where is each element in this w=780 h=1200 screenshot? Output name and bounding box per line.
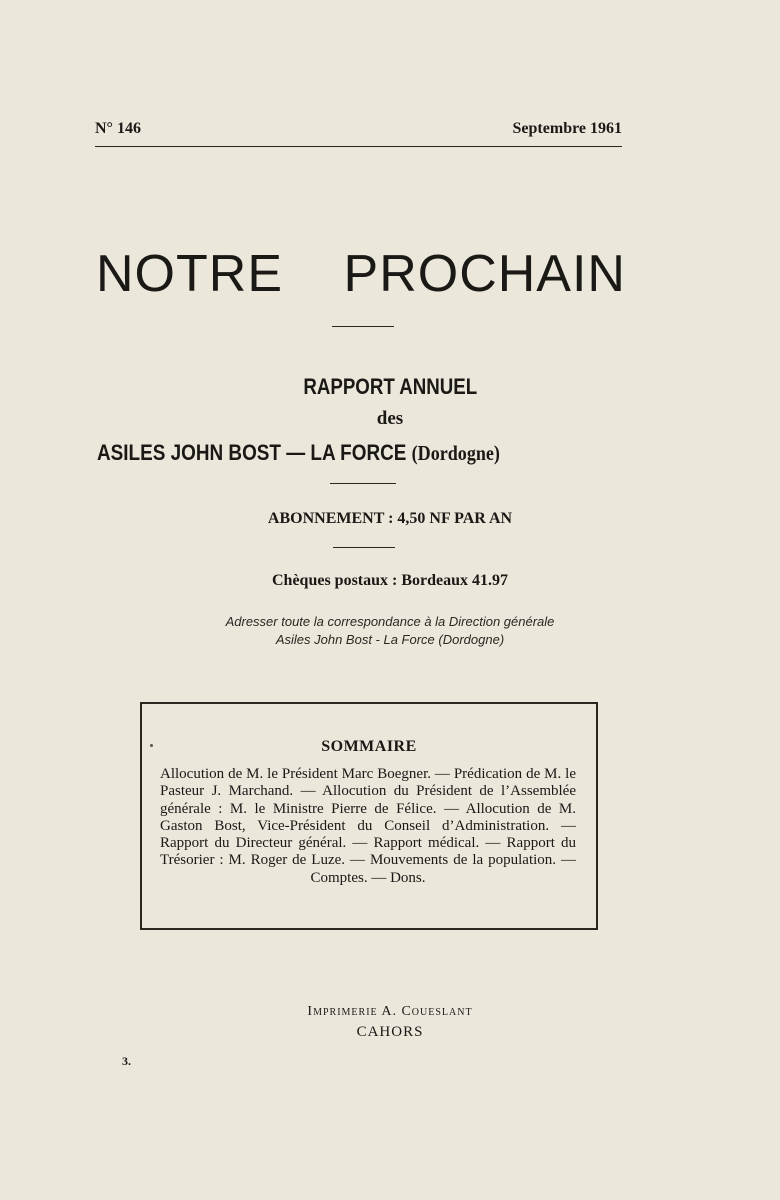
page-number: 3. — [122, 1054, 131, 1068]
summary-text: Allocution de M. le Président Marc Boegner. — Prédication de M. le Pasteur J. Marchand. — Allocution du Président de l’Assemblée générale : M. le Ministre Pierre de Félice. — Allocution de M. Gaston Bost, Vice-Président du Conseil d’Administration. — Rapport du Directeur général. — Rapport médical. — Rapport du Trésorier : M. Roger de Luze. — Mouvements de la population. — Comptes. — Dons. — [160, 766, 576, 886]
title-rule — [332, 326, 394, 327]
publication-title — [96, 244, 626, 304]
title-word-1: NOTRE — [96, 245, 283, 303]
issue-number: N° 146 — [95, 120, 141, 137]
printer-name — [0, 1004, 780, 1020]
header-rule — [95, 146, 622, 147]
issue-date: Septembre 1961 — [512, 120, 622, 137]
institution-location: (Dordogne) — [411, 441, 500, 465]
printer-name-text: Imprimerie A. Coueslant — [307, 1004, 473, 1019]
address-line-2: Asiles John Bost - La Force (Dordogne) — [275, 632, 505, 647]
postal-cheques: Chèques postaux : Bordeaux 41.97 — [271, 572, 509, 589]
subscription-price: ABONNEMENT : 4,50 NF PAR AN — [267, 510, 513, 527]
report-line-1-wrap — [0, 374, 780, 400]
address-line-1: Adresser toute la correspondance à la Direction générale — [225, 614, 555, 629]
institution-name — [97, 440, 553, 466]
institution-rule — [330, 483, 396, 484]
institution-main: ASILES JOHN BOST — LA FORCE — [97, 440, 412, 465]
summary-title: SOMMAIRE — [321, 738, 417, 755]
title-word-2: PROCHAIN — [343, 245, 626, 303]
report-line-2: des — [376, 408, 404, 429]
subscription-rule — [333, 547, 395, 548]
printer-city: CAHORS — [356, 1024, 424, 1040]
report-line-1: RAPPORT ANNUEL — [303, 374, 477, 399]
summary-box — [140, 702, 598, 930]
